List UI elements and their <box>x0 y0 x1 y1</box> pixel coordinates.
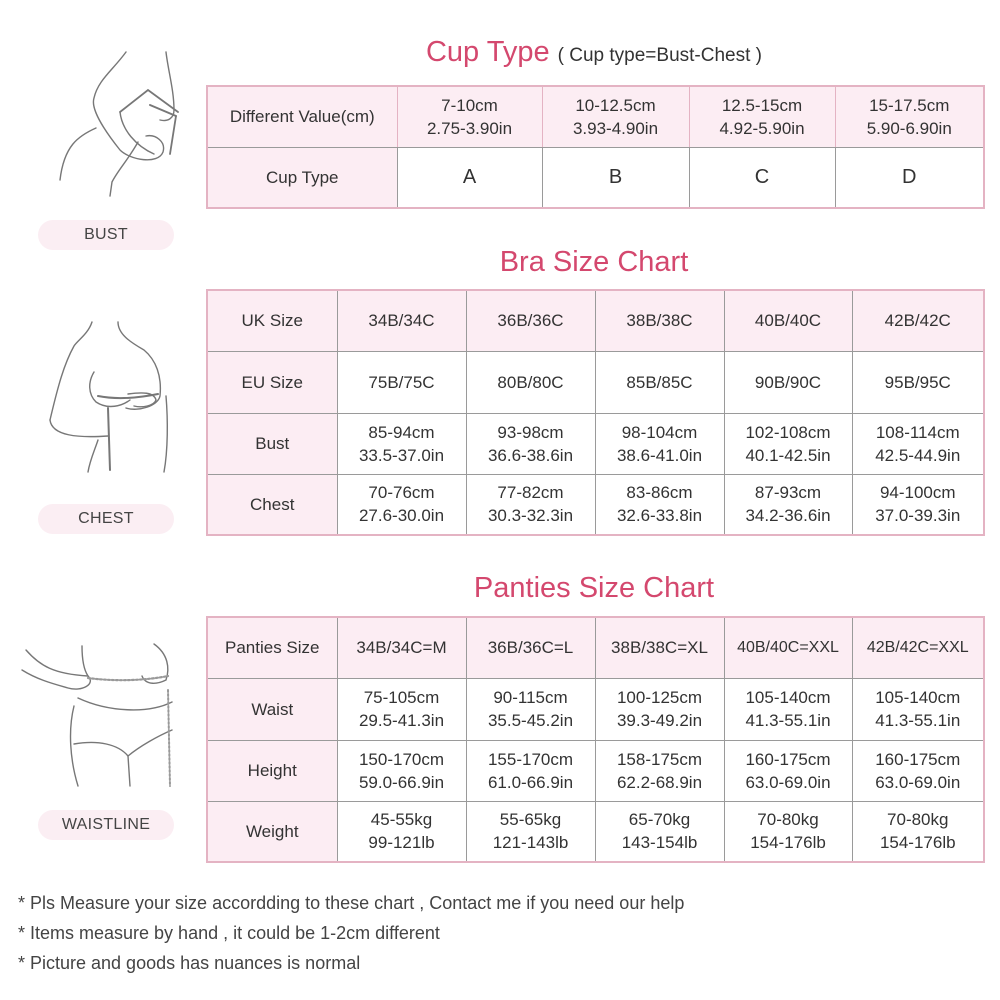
note-item: * Picture and goods has nuances is normal <box>18 953 361 973</box>
table-cell: D <box>835 147 984 208</box>
table-cell: 36B/36C=L <box>466 617 595 678</box>
table-cell: 90B/90C <box>724 351 852 413</box>
table-cell: 10-12.5cm 3.93-4.90in <box>542 86 689 147</box>
table-cell: 85B/85C <box>595 351 724 413</box>
table-row <box>207 740 984 801</box>
table-cell: 150-170cm 59.0-66.9in <box>337 740 466 801</box>
table-cell: 93-98cm 36.6-38.6in <box>466 413 595 474</box>
table-cell: 12.5-15cm 4.92-5.90in <box>689 86 835 147</box>
bust-measure-illustration <box>18 50 190 200</box>
note-item: * Pls Measure your size accordding to these chart , Contact me if you need our help <box>18 893 685 913</box>
table-cell: 102-108cm 40.1-42.5in <box>724 413 852 474</box>
row-header: Different Value(cm) <box>207 86 397 147</box>
bra-size-title: Bra Size Chart <box>499 246 689 278</box>
table-cell: 70-80kg 154-176lb <box>852 801 984 862</box>
table-cell: B <box>542 147 689 208</box>
row-header: Weight <box>207 801 337 862</box>
table-cell: 15-17.5cm 5.90-6.90in <box>835 86 984 147</box>
panties-size-table <box>206 616 985 863</box>
table-cell: 160-175cm 63.0-69.0in <box>852 740 984 801</box>
table-cell: 94-100cm 37.0-39.3in <box>852 474 984 535</box>
cup-type-heading: Cup Type <box>425 36 550 68</box>
table-cell: 105-140cm 41.3-55.1in <box>724 678 852 740</box>
table-cell: 85-94cm 33.5-37.0in <box>337 413 466 474</box>
cup-type-table <box>206 85 985 209</box>
row-header: Chest <box>207 474 337 535</box>
table-cell: 65-70kg 143-154lb <box>595 801 724 862</box>
table-cell: 100-125cm 39.3-49.2in <box>595 678 724 740</box>
table-cell: 87-93cm 34.2-36.6in <box>724 474 852 535</box>
note-item: * Items measure by hand , it could be 1-2cm different <box>18 923 440 943</box>
table-row <box>207 147 984 208</box>
table-cell: 36B/36C <box>466 290 595 351</box>
table-cell: 105-140cm 41.3-55.1in <box>852 678 984 740</box>
row-header: Waist <box>207 678 337 740</box>
table-cell: 75B/75C <box>337 351 466 413</box>
bust-label: BUST <box>38 220 174 250</box>
table-row <box>207 413 984 474</box>
cup-type-title <box>206 36 982 69</box>
table-row <box>207 474 984 535</box>
table-row <box>207 678 984 740</box>
table-cell: 70-80kg 154-176lb <box>724 801 852 862</box>
waistline-label: WAISTLINE <box>38 810 174 840</box>
table-cell: 108-114cm 42.5-44.9in <box>852 413 984 474</box>
notes-list <box>18 892 684 982</box>
table-cell: 38B/38C <box>595 290 724 351</box>
table-row <box>207 351 984 413</box>
table-cell: 90-115cm 35.5-45.2in <box>466 678 595 740</box>
table-cell: 38B/38C=XL <box>595 617 724 678</box>
table-row <box>207 617 984 678</box>
table-cell: 75-105cm 29.5-41.3in <box>337 678 466 740</box>
table-cell: 40B/40C <box>724 290 852 351</box>
table-cell: 98-104cm 38.6-41.0in <box>595 413 724 474</box>
table-cell: 40B/40C=XXL <box>724 617 852 678</box>
table-cell: A <box>397 147 542 208</box>
table-cell: 34B/34C=M <box>337 617 466 678</box>
row-header: Panties Size <box>207 617 337 678</box>
table-cell: 83-86cm 32.6-33.8in <box>595 474 724 535</box>
row-header: Bust <box>207 413 337 474</box>
table-cell: 45-55kg 99-121lb <box>337 801 466 862</box>
table-cell: 160-175cm 63.0-69.0in <box>724 740 852 801</box>
table-cell: 80B/80C <box>466 351 595 413</box>
table-cell: 95B/95C <box>852 351 984 413</box>
table-cell: 155-170cm 61.0-66.9in <box>466 740 595 801</box>
table-row <box>207 290 984 351</box>
table-cell: 42B/42C=XXL <box>852 617 984 678</box>
bra-size-table <box>206 289 985 536</box>
table-row <box>207 801 984 862</box>
row-header: UK Size <box>207 290 337 351</box>
row-header: EU Size <box>207 351 337 413</box>
table-cell: 77-82cm 30.3-32.3in <box>466 474 595 535</box>
row-header: Height <box>207 740 337 801</box>
waist-measure-illustration <box>18 640 190 790</box>
chest-measure-illustration <box>18 320 190 480</box>
chest-label: CHEST <box>38 504 174 534</box>
table-cell: C <box>689 147 835 208</box>
table-cell: 42B/42C <box>852 290 984 351</box>
table-cell: 70-76cm 27.6-30.0in <box>337 474 466 535</box>
row-header: Cup Type <box>207 147 397 208</box>
table-cell: 7-10cm 2.75-3.90in <box>397 86 542 147</box>
table-cell: 158-175cm 62.2-68.9in <box>595 740 724 801</box>
panties-size-title: Panties Size Chart <box>473 572 715 604</box>
table-cell: 34B/34C <box>337 290 466 351</box>
table-row <box>207 86 984 147</box>
cup-type-subtitle: ( Cup type=Bust-Chest ) <box>557 45 762 66</box>
table-cell: 55-65kg 121-143lb <box>466 801 595 862</box>
